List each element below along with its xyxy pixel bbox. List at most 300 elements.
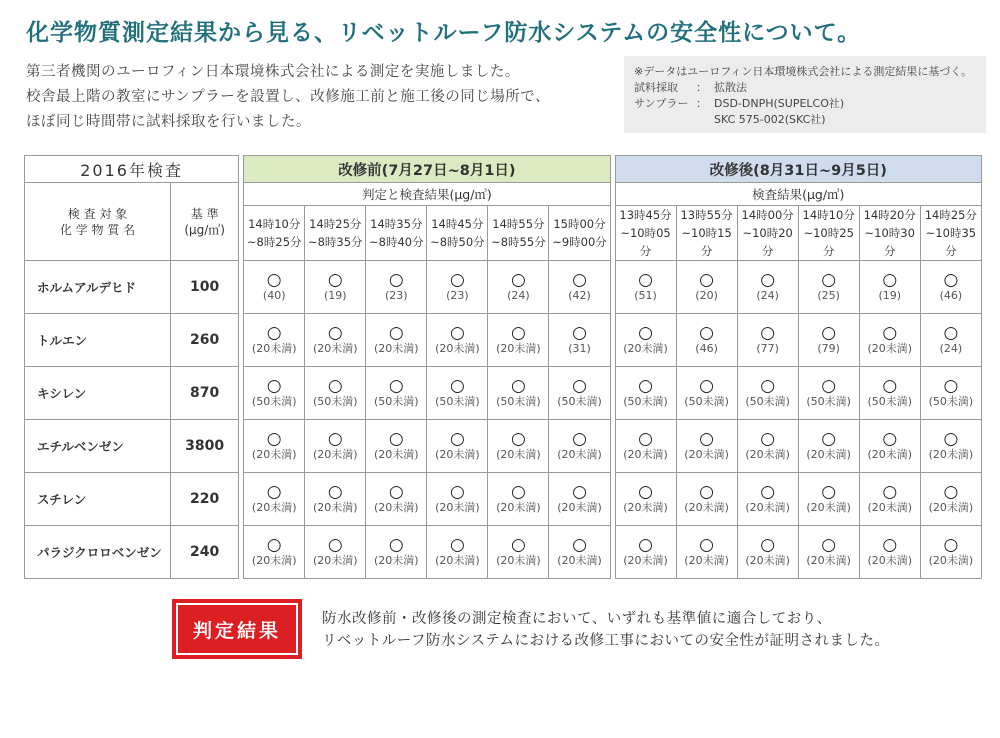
measured-value: (20未満) [806,500,851,514]
time-window-line: ~8時40分 [369,235,424,249]
result-cell [676,526,737,579]
time-window [427,206,488,261]
measured-value: (20未満) [251,447,297,461]
measured-value: (23) [446,288,469,302]
target-header [25,183,171,261]
measured-value: (31) [568,341,591,355]
measured-value: (20未満) [867,553,913,567]
standard-header-line: (μg/㎥) [184,222,225,237]
pass-mark: ○ [510,534,526,555]
time-window-line: ~10時15分 [681,226,732,258]
note-sampling-value: 拡散法 [714,81,747,94]
time-window [737,206,798,261]
time-window-line: 14時25分 [924,208,978,222]
measured-value: (20未満) [251,500,297,514]
measured-value: (79) [817,341,840,355]
time-window-line: 14時20分 [863,208,916,222]
result-badge: 判定結果 [172,599,302,659]
pass-mark: ○ [943,428,959,449]
chemical-name: エチルベンゼン [25,420,171,473]
result-cell [737,473,798,526]
measured-value: (19) [878,288,902,302]
pass-mark: ○ [572,534,587,555]
chemical-name: キシレン [25,367,171,420]
time-window [366,206,427,261]
pass-mark: ○ [449,269,465,290]
pass-mark: ○ [388,375,404,396]
measured-value: (20未満) [684,447,729,461]
time-window-line: 15時00分 [553,217,606,231]
result-cell [427,526,488,579]
pass-mark: ○ [388,269,404,290]
result-cell [920,367,981,420]
result-cell [859,526,920,579]
page-title: 化学物質測定結果から見る、リベットルーフ防水システムの安全性について。 [26,20,862,46]
result-cell [920,314,981,367]
time-window-line: ~8時25分 [246,235,302,249]
measured-value: (20未満) [745,553,790,567]
measured-value: (20未満) [435,341,480,355]
time-window-line: 14時00分 [741,208,794,222]
result-cell [488,261,549,314]
result-cell [920,420,981,473]
measured-value: (20未満) [867,500,913,514]
pass-mark: ○ [266,322,282,343]
result-cell [615,473,676,526]
target-header-line: 化 学 物 質 名 [59,222,136,237]
pass-mark: ○ [266,269,282,290]
pass-mark: ○ [699,322,715,343]
measured-value: (50未満) [496,394,541,408]
result-cell [676,420,737,473]
pass-mark: ○ [266,481,282,502]
table-row [25,314,982,367]
pass-mark: ○ [449,481,465,502]
measured-value: (20未満) [806,447,851,461]
result-cell [737,261,798,314]
measured-value: (24) [507,288,530,302]
result-cell [366,473,427,526]
pass-mark: ○ [572,269,587,290]
table-row [25,367,982,420]
time-window-line: 14時55分 [492,217,545,231]
measured-value: (20未満) [867,341,913,355]
pass-mark: ○ [638,428,653,449]
result-cell [549,314,610,367]
pass-mark: ○ [821,481,837,502]
result-cell [427,367,488,420]
measured-value: (20未満) [374,500,419,514]
before-header: 改修前(7月27日~8月1日) [244,156,610,183]
measured-value: (50未満) [374,394,419,408]
pass-mark: ○ [388,534,404,555]
measured-value: (20未満) [435,553,480,567]
measured-value: (20未満) [374,553,419,567]
pass-mark: ○ [327,534,343,555]
measured-value: (20未満) [745,447,790,461]
result-line: 防水改修前・改修後の測定検査において、いずれも基準値に適合しており、 [322,611,832,627]
pass-mark: ○ [760,375,776,396]
time-window [615,206,676,261]
time-window-line: 14時10分 [802,208,855,222]
time-window-line: 13時45分 [619,208,672,222]
pass-mark: ○ [449,534,465,555]
result-cell [920,526,981,579]
result-cell [244,420,305,473]
result-cell [798,526,859,579]
pass-mark: ○ [388,428,404,449]
pass-mark: ○ [882,534,898,555]
note-sampler-value-2: SKC 575-002(SKC社) [714,113,826,126]
pass-mark: ○ [327,428,343,449]
result-cell [798,261,859,314]
table-row [25,420,982,473]
measured-value: (24) [939,341,963,355]
pass-mark: ○ [943,481,959,502]
pass-mark: ○ [821,428,837,449]
pass-mark: ○ [449,322,465,343]
pass-mark: ○ [882,269,898,290]
pass-mark: ○ [943,322,959,343]
measured-value: (50未満) [867,394,913,408]
pass-mark: ○ [572,322,587,343]
pass-mark: ○ [638,375,653,396]
pass-mark: ○ [760,481,776,502]
measured-value: (20未満) [623,341,668,355]
pass-mark: ○ [699,375,715,396]
result-cell [427,473,488,526]
result-cell [859,420,920,473]
measured-value: (20未満) [435,447,480,461]
measured-value: (50未満) [928,394,974,408]
pass-mark: ○ [943,375,959,396]
measured-value: (20未満) [623,447,668,461]
measured-value: (77) [756,341,779,355]
pass-mark: ○ [510,322,526,343]
time-window-line: 14時10分 [248,217,301,231]
time-window [488,206,549,261]
intro-line: 校舎最上階の教室にサンプラーを設置し、改修施工前と施工後の同じ場所で、 [26,89,550,105]
measured-value: (50未満) [745,394,790,408]
year-header: 2016年検査 [25,156,239,183]
note-source: ※データはユーロフィン日本環境株式会社による測定結果に基づく。 [634,65,973,78]
result-cell [798,473,859,526]
chemical-name: トルエン [25,314,171,367]
result-cell [676,261,737,314]
pass-mark: ○ [572,428,587,449]
result-cell [676,473,737,526]
measured-value: (20未満) [684,553,729,567]
time-window [920,206,981,261]
pass-mark: ○ [760,269,776,290]
pass-mark: ○ [510,269,526,290]
standard-value: 260 [171,314,239,367]
measured-value: (20未満) [557,553,602,567]
measured-value: (19) [323,288,347,302]
result-cell [920,473,981,526]
pass-mark: ○ [638,481,653,502]
result-cell [920,261,981,314]
note-sampler-value: DSD-DNPH(SUPELCO社) [714,97,845,110]
measured-value: (50未満) [806,394,851,408]
result-cell [305,420,366,473]
result-cell [676,314,737,367]
measured-value: (24) [756,288,779,302]
pass-mark: ○ [638,269,653,290]
pass-mark: ○ [821,534,837,555]
result-cell [305,261,366,314]
result-cell [427,314,488,367]
result-cell [798,314,859,367]
pass-mark: ○ [327,269,343,290]
measured-value: (20未満) [312,553,358,567]
result-cell [427,420,488,473]
result-cell [366,526,427,579]
measured-value: (50未満) [623,394,668,408]
result-cell [305,526,366,579]
time-window-line: 14時45分 [431,217,484,231]
result-cell [366,314,427,367]
result-cell [488,420,549,473]
time-window [549,206,610,261]
note-sampler-label: サンプラー [634,97,689,110]
time-window-line: ~10時20分 [742,226,793,258]
results-table [24,155,982,579]
time-window-line: ~8時35分 [307,235,363,249]
table-row [25,473,982,526]
note-sampling [634,80,976,96]
measured-value: (40) [262,288,286,302]
measured-value: (50未満) [312,394,358,408]
time-window-line: 14時35分 [370,217,423,231]
measured-value: (20未満) [496,447,541,461]
measured-value: (20未満) [623,553,668,567]
pass-mark: ○ [882,375,898,396]
pass-mark: ○ [882,428,898,449]
pass-mark: ○ [699,428,715,449]
note-sep: ： [696,81,707,94]
intro-text [26,60,550,135]
pass-mark: ○ [388,481,404,502]
standard-header [171,183,239,261]
result-cell [366,367,427,420]
time-window-line: 14時25分 [309,217,362,231]
time-window [859,206,920,261]
pass-mark: ○ [943,534,959,555]
measured-value: (46) [939,288,963,302]
result-cell [549,420,610,473]
pass-mark: ○ [821,322,837,343]
pass-mark: ○ [882,322,898,343]
measured-value: (50未満) [557,394,602,408]
result-cell [859,367,920,420]
pass-mark: ○ [266,375,282,396]
measured-value: (51) [634,288,657,302]
standard-value: 220 [171,473,239,526]
result-cell [549,473,610,526]
time-window [244,206,305,261]
pass-mark: ○ [760,428,776,449]
result-cell [615,314,676,367]
time-window-line: ~10時05分 [620,226,671,258]
measured-value: (20未満) [806,553,851,567]
result-cell [859,261,920,314]
measured-value: (20未満) [496,500,541,514]
result-cell [737,314,798,367]
time-window [798,206,859,261]
time-window-line: ~8時55分 [491,235,546,249]
result-cell [737,420,798,473]
result-cell [366,261,427,314]
time-window-line: ~8時50分 [430,235,485,249]
pass-mark: ○ [266,428,282,449]
measured-value: (46) [695,341,718,355]
pass-mark: ○ [572,481,587,502]
pass-mark: ○ [760,534,776,555]
measured-value: (20未満) [374,341,419,355]
measured-value: (20未満) [312,500,358,514]
measured-value: (20未満) [928,500,974,514]
pass-mark: ○ [638,322,653,343]
result-cell [244,314,305,367]
chemical-name: パラジクロロベンゼン [25,526,171,579]
result-cell [798,367,859,420]
result-cell [615,367,676,420]
result-cell [244,526,305,579]
standard-value: 3800 [171,420,239,473]
measured-value: (20未満) [867,447,913,461]
note-sep: ： [696,97,707,110]
note-sampler [634,96,976,112]
result-cell [615,526,676,579]
time-window-line: ~10時25分 [803,226,854,258]
table-row [25,526,982,579]
measured-value: (25) [817,288,840,302]
pass-mark: ○ [572,375,587,396]
result-cell [305,314,366,367]
time-window [305,206,366,261]
result-cell [366,420,427,473]
time-window-line: ~9時00分 [552,235,607,249]
result-cell [859,473,920,526]
result-cell [488,367,549,420]
chemical-name: スチレン [25,473,171,526]
measured-value: (20未満) [312,341,358,355]
target-header-line: 検 査 対 象 [67,206,128,221]
pass-mark: ○ [821,269,837,290]
pass-mark: ○ [821,375,837,396]
result-cell [798,420,859,473]
result-cell [244,367,305,420]
result-cell [737,526,798,579]
result-line: リベットルーフ防水システムにおける改修工事においての安全性が証明されました。 [322,633,890,649]
intro-line: 第三者機関のユーロフィン日本環境株式会社による測定を実施しました。 [26,64,520,80]
result-cell [615,261,676,314]
measured-value: (20未満) [745,500,790,514]
pass-mark: ○ [638,534,653,555]
pass-mark: ○ [449,428,465,449]
result-cell [305,473,366,526]
result-cell [305,367,366,420]
measured-value: (42) [568,288,591,302]
measured-value: (20未満) [435,500,480,514]
pass-mark: ○ [327,322,343,343]
measured-value: (20未満) [312,447,358,461]
result-cell [488,314,549,367]
pass-mark: ○ [943,269,959,290]
measured-value: (20未満) [928,553,974,567]
measured-value: (20未満) [496,553,541,567]
result-cell [859,314,920,367]
before-subheader: 判定と検査結果(μg/㎥) [244,183,610,206]
measured-value: (20未満) [496,341,541,355]
result-cell [737,367,798,420]
standard-value: 240 [171,526,239,579]
result-text [322,608,890,652]
result-cell [488,473,549,526]
pass-mark: ○ [510,428,526,449]
time-window [676,206,737,261]
measured-value: (20未満) [251,553,297,567]
after-header: 改修後(8月31日~9月5日) [615,156,981,183]
result-cell [615,420,676,473]
pass-mark: ○ [449,375,465,396]
measured-value: (20未満) [557,500,602,514]
result-cell [244,261,305,314]
pass-mark: ○ [699,481,715,502]
result-cell [244,473,305,526]
measured-value: (20未満) [928,447,974,461]
time-window-line: 13時55分 [680,208,733,222]
result-cell [549,367,610,420]
pass-mark: ○ [510,375,526,396]
standard-value: 870 [171,367,239,420]
measured-value: (50未満) [251,394,297,408]
measured-value: (20未満) [374,447,419,461]
measured-value: (23) [385,288,408,302]
pass-mark: ○ [760,322,776,343]
measured-value: (20) [695,288,718,302]
note-sampling-label: 試料採取 [634,81,678,94]
pass-mark: ○ [882,481,898,502]
result-cell [488,526,549,579]
measured-value: (50未満) [435,394,480,408]
pass-mark: ○ [699,534,715,555]
measured-value: (50未満) [684,394,729,408]
pass-mark: ○ [327,375,343,396]
table-row [25,261,982,314]
measurement-note [624,56,986,133]
pass-mark: ○ [266,534,282,555]
result-cell [549,261,610,314]
measured-value: (20未満) [684,500,729,514]
measured-value: (20未満) [623,500,668,514]
chemical-name: ホルムアルデヒド [25,261,171,314]
time-window-line: ~10時35分 [925,226,977,258]
standard-value: 100 [171,261,239,314]
result-cell [676,367,737,420]
after-subheader: 検査結果(μg/㎥) [615,183,981,206]
pass-mark: ○ [388,322,404,343]
pass-mark: ○ [510,481,526,502]
result-cell [549,526,610,579]
measured-value: (20未満) [251,341,297,355]
measured-value: (20未満) [557,447,602,461]
standard-header-line: 基 準 [190,206,219,221]
pass-mark: ○ [699,269,715,290]
time-window-line: ~10時30分 [864,226,915,258]
intro-line: ほぼ同じ時間帯に試料採取を行いました。 [26,114,311,130]
